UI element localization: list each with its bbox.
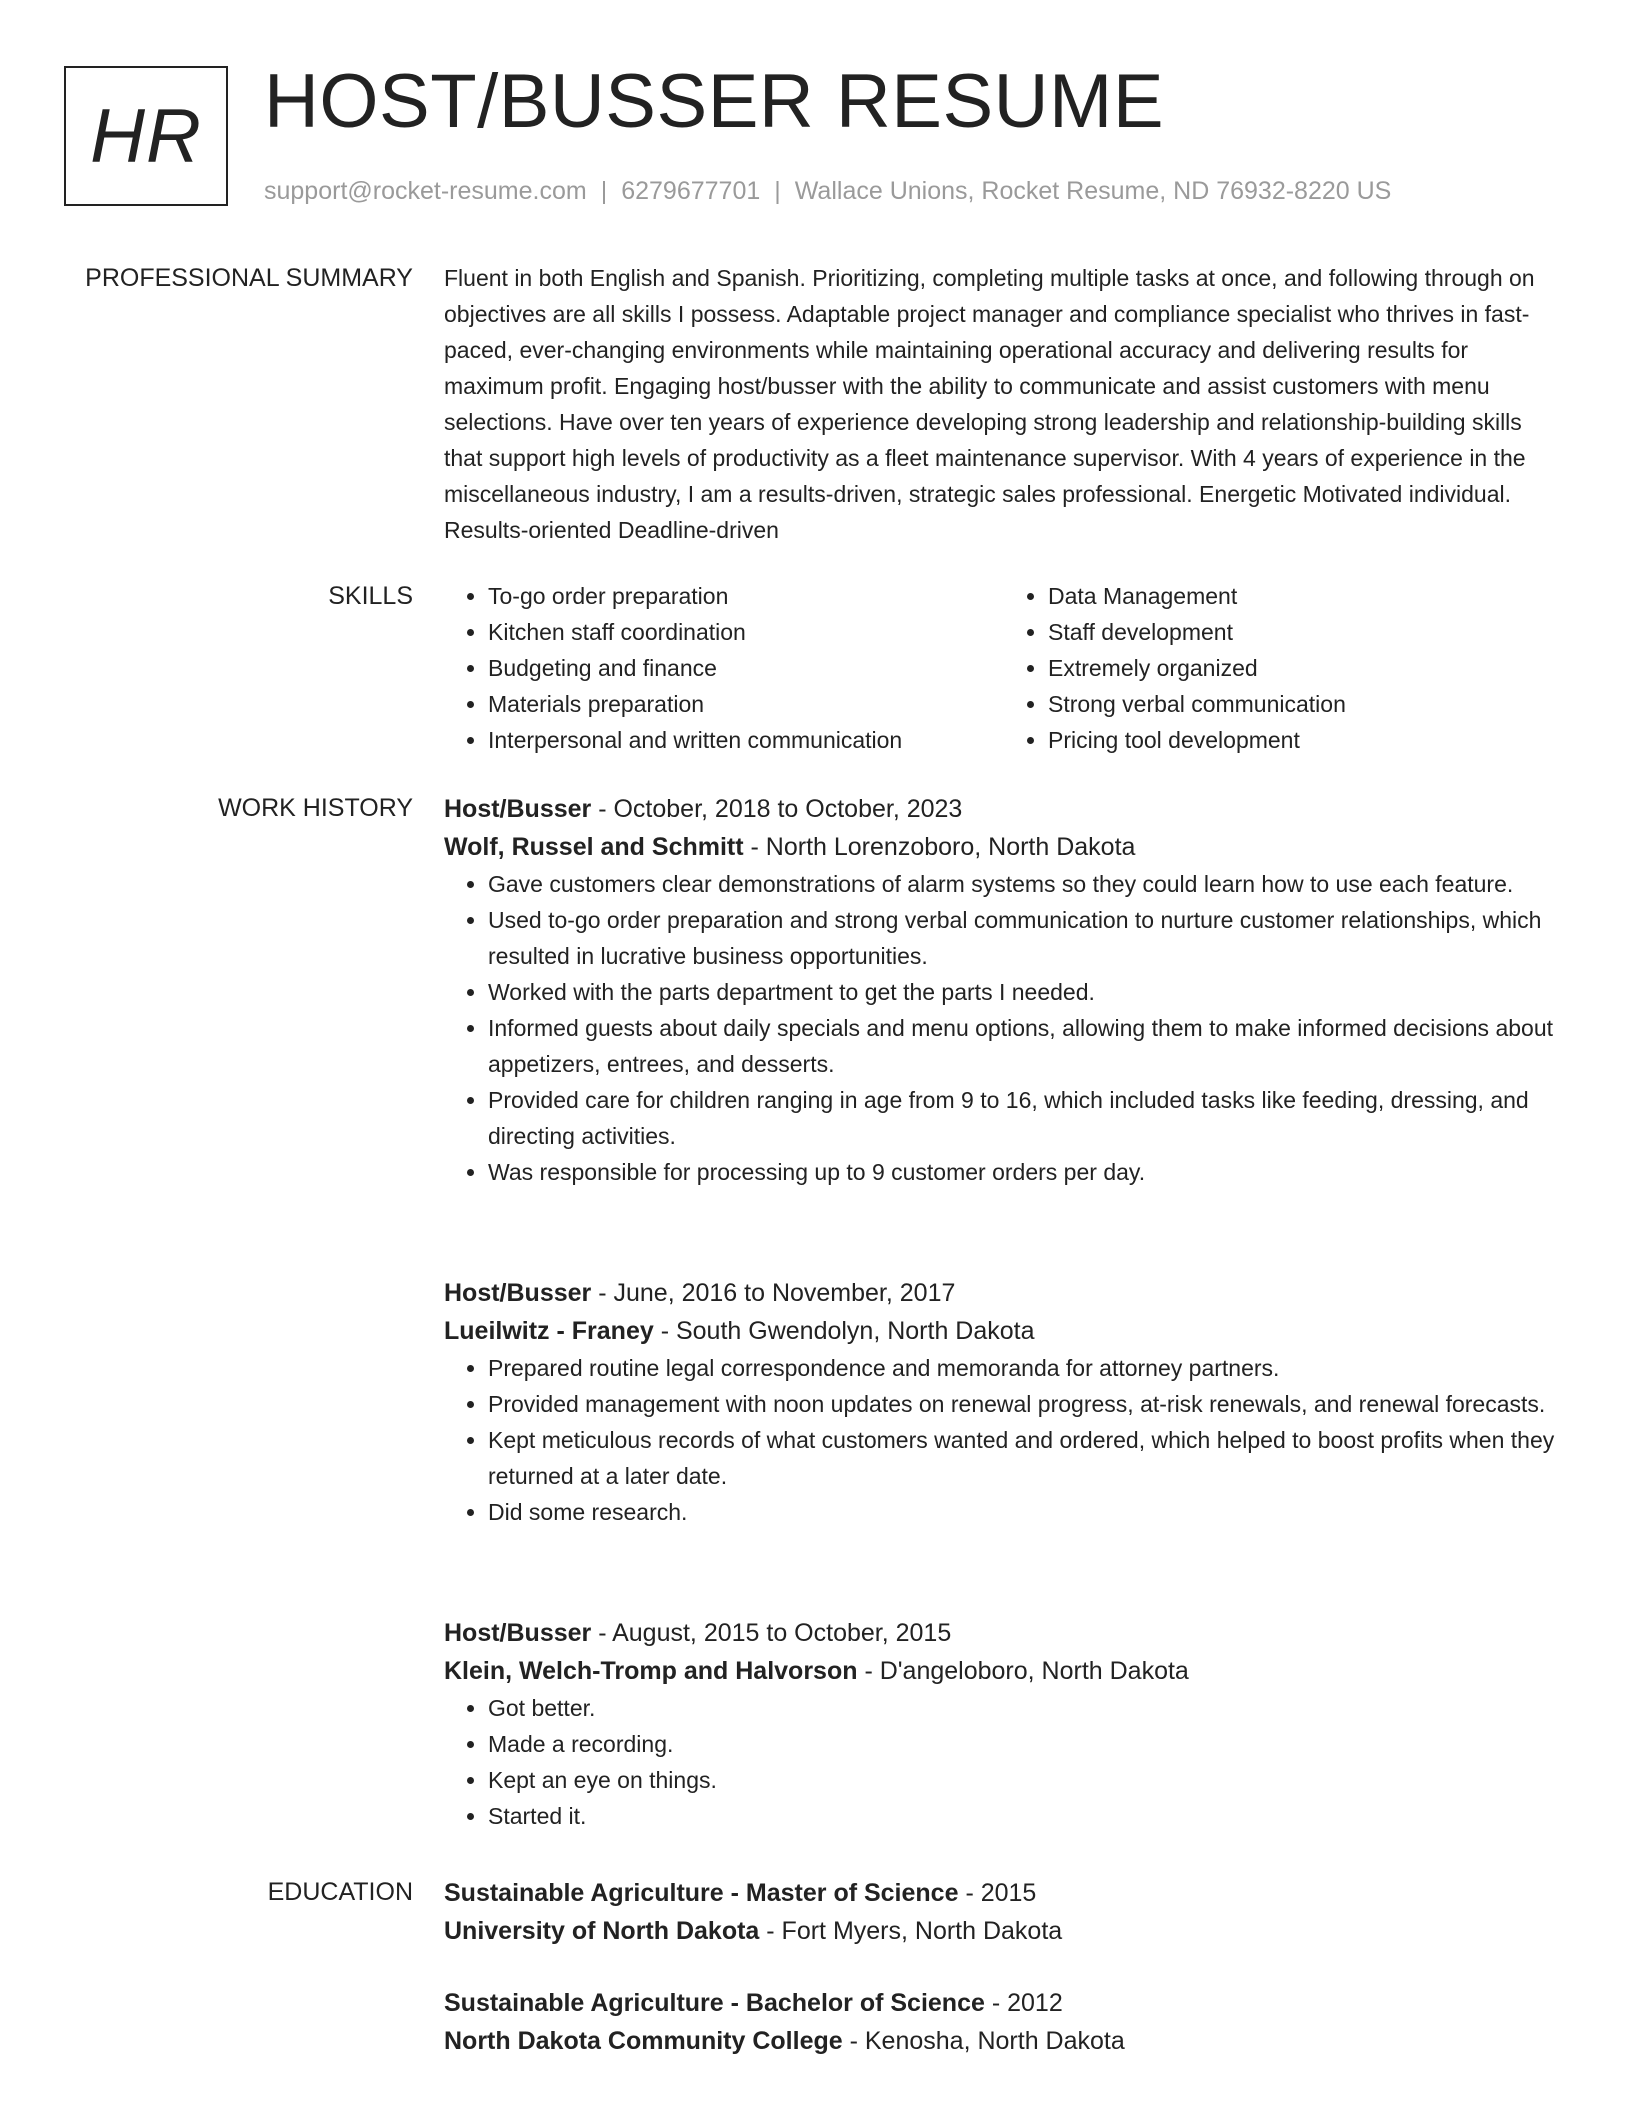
summary-text: Fluent in both English and Spanish. Prioritizing, completing multiple tasks at once, and following through on objectives are all skills I possess. Adaptable project manager and compliance specialist who thrives in fast-paced, ever-changing environments while maintaining operational accuracy and delivering results for maximum profit. Engaging host/busser with the ability to communicate and assist customers with menu selections. Have over ten years of experience developing strong leadership and relationship-building skills that support high levels of productivity as a fleet maintenance supervisor. With 4 years of experience in the miscellaneous industry, I am a results-driven, strategic sales professional. Energetic Motivated individual. Results-oriented Deadline-driven (444, 265, 1535, 543)
job-bullet: • Worked with the parts department to get the parts I needed. (488, 974, 1564, 1010)
skills-list-right (1004, 578, 1564, 758)
job-title: Host/Busser (444, 1279, 592, 1307)
summary-body (444, 260, 1564, 548)
skills-list-left (444, 578, 1004, 758)
job-bullet: • Provided management with noon updates on renewal progress, at-risk renewals, and renewal forecasts. (488, 1386, 1564, 1422)
edu-school-line (444, 1912, 1564, 1950)
job-bullet: • Used to-go order preparation and strong verbal communication to nurture customer relationships, which resulted in lucrative business opportunities. (488, 902, 1564, 974)
job-title-line (444, 790, 1564, 828)
section-label-education: EDUCATION (267, 1878, 413, 1906)
job-dates: - June, 2016 to November, 2017 (591, 1279, 956, 1307)
job-bullet: • Was responsible for processing up to 9 customer orders per day. (488, 1154, 1564, 1190)
skill-item: • Pricing tool development (1048, 722, 1564, 758)
education-entry (444, 1984, 1564, 2060)
job-entry (444, 1614, 1564, 1834)
job-bullet: • Did some research. (488, 1494, 1564, 1530)
job-location: - South Gwendolyn, North Dakota (653, 1317, 1035, 1345)
section-label-skills: SKILLS (328, 582, 413, 610)
job-bullet: • Made a recording. (488, 1726, 1564, 1762)
skill-item: • Interpersonal and written communication (488, 722, 1004, 758)
edu-degree-line (444, 1874, 1564, 1912)
job-company: Klein, Welch-Tromp and Halvorson (444, 1657, 858, 1685)
contact-address: Wallace Unions, Rocket Resume, ND 76932-8220 US (794, 177, 1392, 205)
monogram-initials: HR (90, 93, 202, 179)
contact-separator: | (600, 177, 608, 205)
resume-title: HOST/BUSSER RESUME (264, 59, 1165, 144)
contact-separator: | (774, 177, 781, 205)
section-label-work: WORK HISTORY (218, 794, 413, 822)
skill-item: • To-go order preparation (488, 578, 1004, 614)
job-bullet: • Gave customers clear demonstrations of alarm systems so they could learn how to use each feature. (488, 866, 1564, 902)
job-company-line (444, 1652, 1564, 1690)
edu-year: - 2015 (958, 1879, 1037, 1907)
job-company: Lueilwitz - Franey (444, 1317, 654, 1345)
skill-item: • Strong verbal communication (1048, 686, 1564, 722)
edu-school: University of North Dakota (444, 1917, 760, 1945)
skill-item: • Data Management (1048, 578, 1564, 614)
monogram-box (64, 66, 228, 206)
skill-item: • Staff development (1048, 614, 1564, 650)
job-bullet: • Got better. (488, 1690, 1564, 1726)
job-bullet: • Started it. (488, 1798, 1564, 1834)
edu-degree: Sustainable Agriculture - Bachelor of Science (444, 1989, 985, 2017)
job-company-line (444, 1312, 1564, 1350)
job-bullet-list (444, 1350, 1564, 1530)
job-title-line (444, 1274, 1564, 1312)
skill-item: • Kitchen staff coordination (488, 614, 1004, 650)
job-company-line (444, 828, 1564, 866)
job-bullet-list (444, 866, 1564, 1190)
edu-degree-line (444, 1984, 1564, 2022)
job-bullet: • Informed guests about daily specials and menu options, allowing them to make informed decisions about appetizers, entrees, and desserts. (488, 1010, 1564, 1082)
skill-item: • Materials preparation (488, 686, 1004, 722)
skill-item: • Extremely organized (1048, 650, 1564, 686)
job-entry (444, 1274, 1564, 1530)
education-entry (444, 1874, 1564, 1950)
job-bullet: • Kept meticulous records of what customers wanted and ordered, which helped to boost profits when they returned at a later date. (488, 1422, 1564, 1494)
job-title-line (444, 1614, 1564, 1652)
job-location: - North Lorenzoboro, North Dakota (743, 833, 1136, 861)
job-title: Host/Busser (444, 1619, 592, 1647)
job-company: Wolf, Russel and Schmitt (444, 833, 744, 861)
skill-item: • Budgeting and finance (488, 650, 1004, 686)
edu-degree: Sustainable Agriculture - Master of Science (444, 1879, 959, 1907)
edu-year: - 2012 (984, 1989, 1063, 2017)
job-bullet: • Provided care for children ranging in age from 9 to 16, which included tasks like feeding, dressing, and directing activities. (488, 1082, 1564, 1154)
job-title: Host/Busser (444, 795, 592, 823)
section-label-summary: PROFESSIONAL SUMMARY (85, 264, 413, 292)
edu-school-line (444, 2022, 1564, 2060)
edu-location: - Kenosha, North Dakota (842, 2027, 1125, 2055)
job-dates: - October, 2018 to October, 2023 (591, 795, 963, 823)
job-location: - D'angeloboro, North Dakota (857, 1657, 1189, 1685)
job-bullet: • Kept an eye on things. (488, 1762, 1564, 1798)
edu-school: North Dakota Community College (444, 2027, 843, 2055)
contact-phone[interactable]: 6279677701 (621, 177, 761, 205)
job-entry (444, 790, 1564, 1190)
contact-line (264, 174, 1391, 208)
job-dates: - August, 2015 to October, 2015 (591, 1619, 952, 1647)
job-bullet: • Prepared routine legal correspondence and memoranda for attorney partners. (488, 1350, 1564, 1386)
job-bullet-list (444, 1690, 1564, 1834)
skills-columns (444, 578, 1564, 758)
contact-email[interactable]: support@rocket-resume.com (264, 177, 587, 205)
edu-location: - Fort Myers, North Dakota (759, 1917, 1063, 1945)
